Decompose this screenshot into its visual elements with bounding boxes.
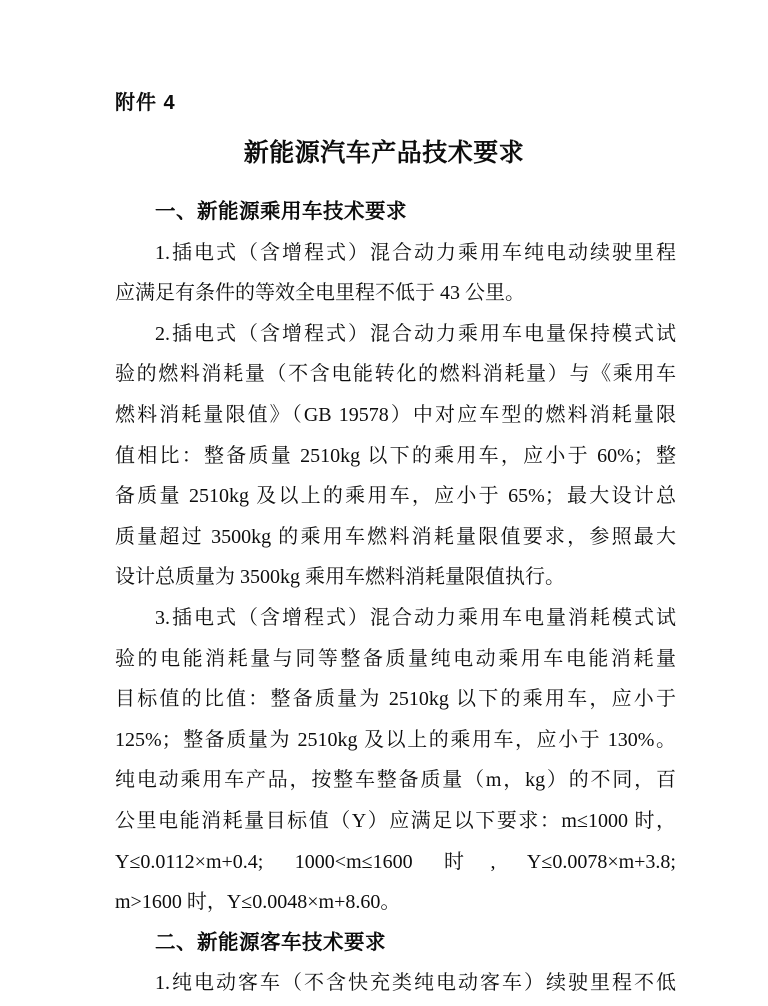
section-heading-2: 二、新能源客车技术要求 (155, 930, 386, 954)
paragraph-line: 验的电能消耗量与同等整备质量纯电动乘用车电能消耗量 (115, 647, 676, 670)
paragraph-line: 1.纯电动客车（不含快充类纯电动客车）续驶里程不低 (155, 972, 676, 995)
paragraph-line: 3.插电式（含增程式）混合动力乘用车电量消耗模式试 (155, 606, 676, 629)
paragraph-line: 设计总质量为 3500kg 乘用车燃料消耗量限值执行。 (115, 566, 565, 589)
section-heading-1: 一、新能源乘用车技术要求 (155, 200, 407, 223)
paragraph-line: 应满足有条件的等效全电里程不低于 43 公里。 (115, 282, 525, 305)
paragraph-line: 值相比：整备质量 2510kg 以下的乘用车，应小于 60%；整 (115, 444, 676, 467)
paragraph-line: 验的燃料消耗量（不含电能转化的燃料消耗量）与《乘用车 (115, 363, 676, 386)
paragraph-line: 目标值的比值：整备质量为 2510kg 以下的乘用车，应小于 (115, 688, 676, 711)
paragraph-line: 公里电能消耗量目标值（Y）应满足以下要求：m≤1000 时， (115, 809, 676, 832)
attachment-label: 附件 4 (115, 92, 176, 114)
paragraph-line: 125%；整备质量为 2510kg 及以上的乘用车，应小于 130%。 (115, 728, 676, 751)
paragraph-line: m>1600 时，Y≤0.0048×m+8.60。 (115, 891, 401, 914)
document-body (115, 192, 676, 1004)
document-title: 新能源汽车产品技术要求 (243, 140, 525, 167)
paragraph-line: 备质量 2510kg 及以上的乘用车，应小于 65%；最大设计总 (115, 485, 676, 508)
paragraph-line: 质量超过 3500kg 的乘用车燃料消耗量限值要求，参照最大 (115, 525, 676, 548)
paragraph-line: 1.插电式（含增程式）混合动力乘用车纯电动续驶里程 (155, 241, 676, 264)
paragraph-line: 燃料消耗量限值》（GB 19578）中对应车型的燃料消耗量限 (115, 403, 676, 426)
paragraph-line: 纯电动乘用车产品，按整车整备质量（m，kg）的不同，百 (115, 769, 676, 792)
paragraph-line: Y≤0.0112×m+0.4; 1000<m≤1600 时, Y≤0.0078×m+3.8; (115, 850, 676, 873)
paragraph-line: 2.插电式（含增程式）混合动力乘用车电量保持模式试 (155, 322, 676, 345)
